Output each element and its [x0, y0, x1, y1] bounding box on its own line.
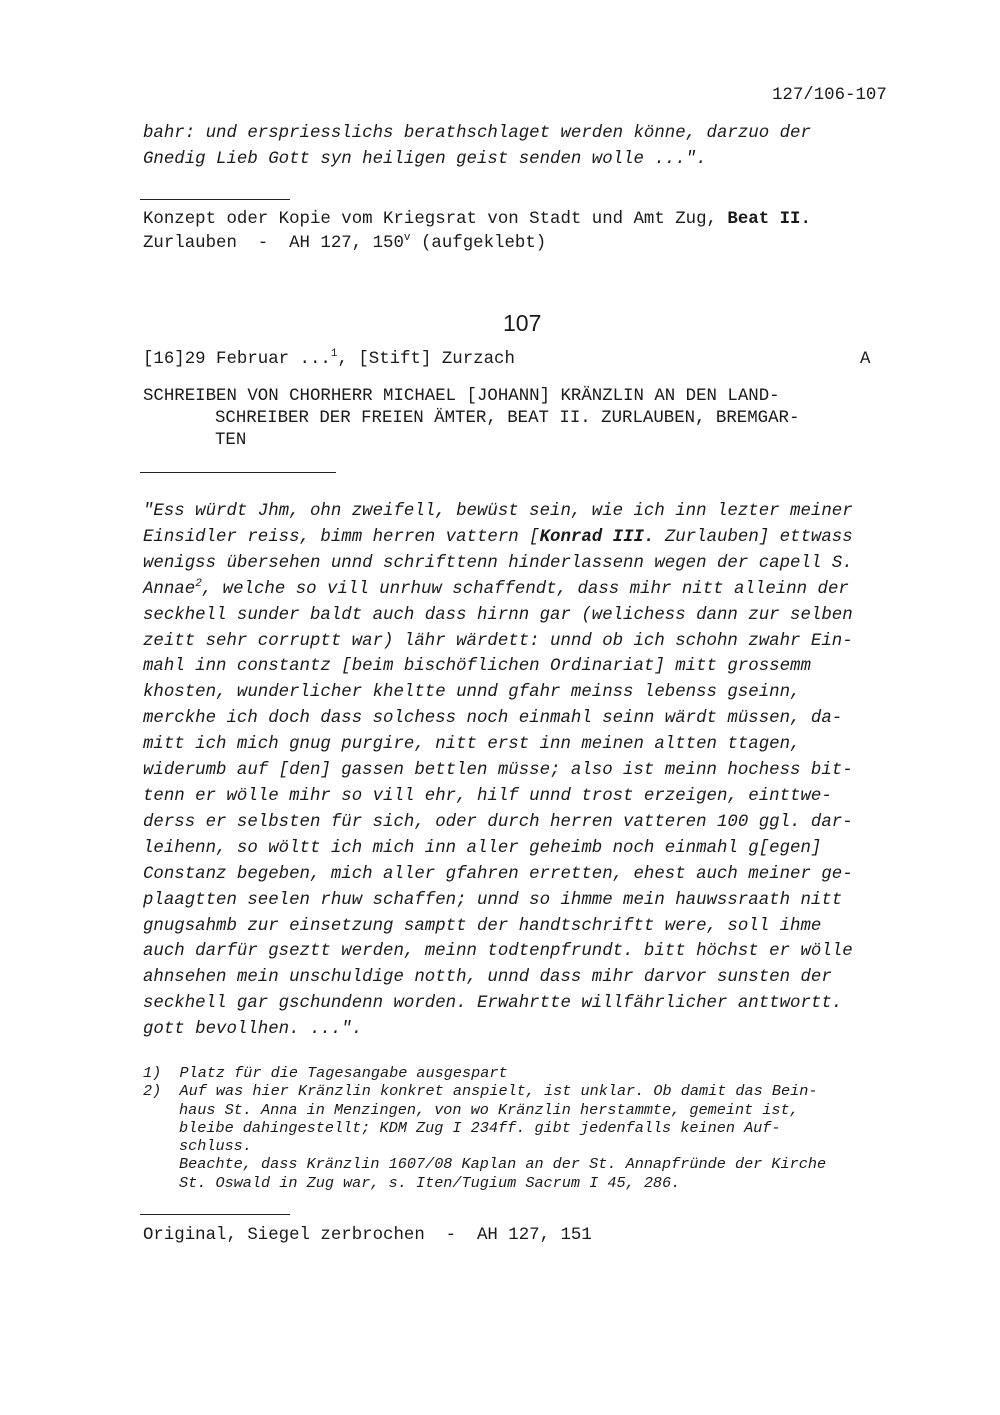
footnote-line: Beachte, dass Kränzlin 1607/08 Kaplan an der St. Annapfründe der Kirche	[179, 1155, 827, 1174]
page-reference: 127/106-107	[772, 86, 887, 105]
entry-date-place: [16]29 Februar ...$^1$, [Stift] Zurzach	[143, 348, 515, 369]
entry-classification: A	[860, 350, 871, 369]
quote-line: khosten, wunderlicher kheltte unnd gfahr meinss lebenss gseinn,	[143, 683, 801, 703]
footnote-line: schluss.	[179, 1137, 252, 1156]
entry-title-line: TEN	[215, 431, 247, 450]
quote-line: mahl inn constantz [beim bischöflichen Ordinariat] mitt grossemm	[143, 657, 811, 677]
footnote-line: St. Oswald in Zug war, s. Iten/Tugium Sacrum I 45, 286.	[179, 1173, 681, 1192]
separator-rule	[140, 1214, 290, 1215]
quote-line: zeitt sehr corruptt war) lähr wärdett: unnd ob ich schohn zwahr Ein-	[143, 631, 853, 651]
quote-line: seckhell gar gschundenn worden. Erwahrtte willfährlicher anttwortt.	[143, 994, 843, 1014]
entry-source: Original, Siegel zerbrochen - AH 127, 151	[143, 1226, 592, 1245]
letter-quote	[143, 499, 963, 1043]
entry-number: 107	[503, 310, 542, 336]
previous-source-line: Konzept oder Kopie vom Kriegsrat von Stadt und Amt Zug, Beat II.	[143, 210, 811, 229]
quote-line: tenn er wölle mihr so vill ehr, hilf unnd trost erzeigen, einttwe-	[143, 786, 832, 806]
footnote-line: bleibe dahingestellt; KDM Zug I 234ff. gibt jedenfalls keinen Auf-	[179, 1118, 781, 1137]
quote-line: leihenn, so wöltt ich mich inn aller geheimb noch einmahl g[egen]	[143, 838, 822, 858]
quote-line: derss er selbsten für sich, oder durch herren vatteren 100 ggl. dar-	[143, 812, 853, 832]
entry-title-line: SCHREIBER DER FREIEN ÄMTER, BEAT II. ZURLAUBEN, BREMGAR-	[215, 409, 800, 428]
quote-line: gott bevollhen. ...".	[143, 1020, 363, 1040]
footnote-2: 2) Auf was hier Kränzlin konkret anspielt, ist unklar. Ob damit das Bein-	[143, 1082, 818, 1101]
quote-line: Einsidler reiss, bimm herren vattern [Konrad III. Zurlauben] ettwass	[143, 527, 853, 547]
quote-line: gnugsahmb zur einsetzung samptt der handtschriftt were, soll ihme	[143, 916, 822, 936]
quote-line: auch darfür gseztt werden, meinn todtenpfrundt. bitt höchst er wölle	[143, 942, 853, 962]
separator-rule	[140, 199, 290, 200]
previous-quote-line: bahr: und erspriesslichs berathschlaget werden könne, darzuo der	[143, 124, 811, 143]
quote-line: seckhell sunder baldt auch dass hirnn gar (welichess dann zur selben	[143, 605, 853, 625]
quote-line: widerumb auf [den] gassen bettlen müsse; also ist meinn hochess bit-	[143, 761, 853, 781]
entry-title-line: SCHREIBEN VON CHORHERR MICHAEL [JOHANN] KRÄNZLIN AN DEN LAND-	[143, 387, 780, 406]
footnote-line: haus St. Anna in Menzingen, von wo Kränzlin herstammte, gemeint ist,	[179, 1100, 799, 1119]
separator-rule	[140, 472, 336, 473]
quote-line: Annae$^2$, welche so vill unrhuw schaffendt, dass mihr nitt alleinn der	[143, 577, 849, 599]
footnotes	[143, 1064, 826, 1192]
quote-line: merckhe ich doch dass solchess noch einmahl seinn wärdt müssen, da-	[143, 709, 843, 729]
quote-line: mitt ich mich gnug purgire, nitt erst inn meinen altten ttagen,	[143, 735, 801, 755]
quote-line: Constanz begeben, mich aller gfahren erretten, ehest auch meiner ge-	[143, 864, 853, 884]
previous-source-line: Zurlauben - AH 127, 150$^v$ (aufgeklebt)	[143, 232, 547, 253]
quote-line: plaagtten seelen rhuw schaffen; unnd so ihmme mein hauwssraath nitt	[143, 890, 843, 910]
footnote-1: 1) Platz für die Tagesangabe ausgespart	[143, 1064, 508, 1082]
previous-quote-line: Gnedig Lieb Gott syn heiligen geist senden wolle ...".	[143, 150, 707, 169]
quote-line: ahnsehen mein unschuldige notth, unnd dass mihr darvor sunsten der	[143, 968, 832, 988]
quote-line: wenigss übersehen unnd schrifttenn hinderlassenn wegen der capell S.	[143, 553, 853, 573]
quote-line: "Ess würdt Jhm, ohn zweifell, bewüst sein, wie ich inn lezter meiner	[143, 502, 853, 521]
